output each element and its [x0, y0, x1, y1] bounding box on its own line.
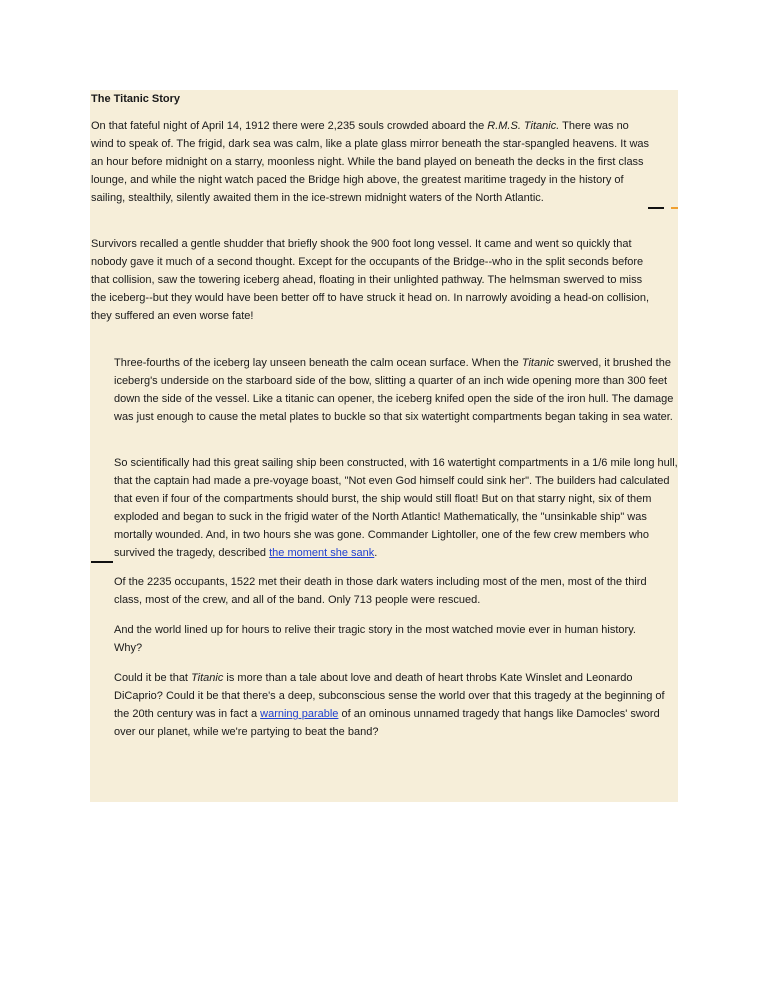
ship-name-italic: R.M.S. Titanic.: [487, 120, 560, 132]
margin-mark-black: [648, 207, 664, 209]
margin-mark-orange: [671, 207, 678, 209]
paragraph-1-text-a: On that fateful night of April 14, 1912 there were 2,235 souls crowded aboard the: [91, 120, 488, 132]
paragraph-6: [114, 622, 654, 658]
paragraph-3: [114, 355, 678, 427]
paragraph-1-text-b: There was no wind to speak of. The frigid, dark sea was calm, like a plate glass mirror beneath the star-spangled heavens. It was an hour before midnight on a starry, moonless night. While the band played on beneath the decks in the first class lounge, and while the night watch paced the Bridge high above, the greatest maritime tragedy in the history of sailing, stealthily, silently awaited them in the ice-strewn midnight waters of the North Atlantic.: [91, 120, 650, 204]
paragraph-1: [91, 118, 651, 208]
paragraph-2: [91, 236, 651, 326]
paragraph-7-text-a: Could it be that: [114, 672, 192, 684]
paragraph-7: [114, 670, 672, 742]
paragraph-2-text: Survivors recalled a gentle shudder that briefly shook the 900 foot long vessel. It came and went so quickly that nobody gave it much of a second thought. Except for the occupants of the Bridge--who in the split seconds before that collision, saw the towering iceberg ahead, floating in their unlighted pathway. The helmsman swerved to miss the iceberg--but they would have been better off to have struck it head on. In narrowly avoiding a head-on collision, they suffered an even worse fate!: [91, 238, 650, 322]
paragraph-7-text-b: is more than a tale about love and death of heart throbs Kate Winslet and Leonardo DiCaprio? Could it be that there's a deep, subconscious sense the world over that this tragedy at the beginning of the 20th century was in fact a: [114, 672, 665, 720]
paragraph-6-text: And the world lined up for hours to relive their tragic story in the most watched movie ever in human history. Why?: [114, 624, 636, 654]
document-title: The Titanic Story: [91, 93, 181, 105]
paragraph-3-text-a: Three-fourths of the iceberg lay unseen beneath the calm ocean surface. When the: [114, 357, 522, 369]
warning-parable-link[interactable]: warning parable: [260, 707, 339, 720]
titanic-italic: Titanic: [521, 357, 555, 369]
paragraph-5: [114, 574, 662, 610]
paragraph-3-text-b: swerved, it brushed the iceberg's underside on the starboard side of the bow, slitting a quarter of an inch wide opening more than 300 feet down the side of the vessel. Like a titanic can opener, the iceberg knifed open the side of the iron hull. The damage was just enough to cause the metal plates to buckle so that six watertight compartments began taking in sea water.: [114, 357, 674, 423]
titanic-italic-2: Titanic: [191, 672, 224, 684]
paragraph-4-text-b: .: [374, 546, 378, 559]
moment-she-sank-link[interactable]: the moment she sank: [269, 546, 375, 559]
paragraph-5-text: Of the 2235 occupants, 1522 met their death in those dark waters including most of the men, most of the third class, most of the crew, and all of the band. Only 713 people were rescued.: [114, 576, 647, 606]
margin-mark-black-left: [91, 561, 113, 563]
paragraph-4-text-a: So scientifically had this great sailing ship been constructed, with 16 watertight compartments in a 1/6 mile long hull, that the captain had made a pre-voyage boast, "Not even God himself could sink her". The builders had calculated that even if four of the compartments should burst, the ship would still float! But on that starry night, six of them exploded and began to suck in the frigid water of the North Atlantic! Mathematically, the "unsinkable ship" was mortally wounded. And, in two hours she was gone. Commander Lightoller, one of the few crew members who survived the tragedy, described: [114, 457, 678, 559]
paragraph-4: [114, 455, 678, 562]
paragraph-7-text-c: of an ominous unnamed tragedy that hangs like Damocles' sword over our planet, while we're partying to beat the band?: [114, 707, 660, 738]
